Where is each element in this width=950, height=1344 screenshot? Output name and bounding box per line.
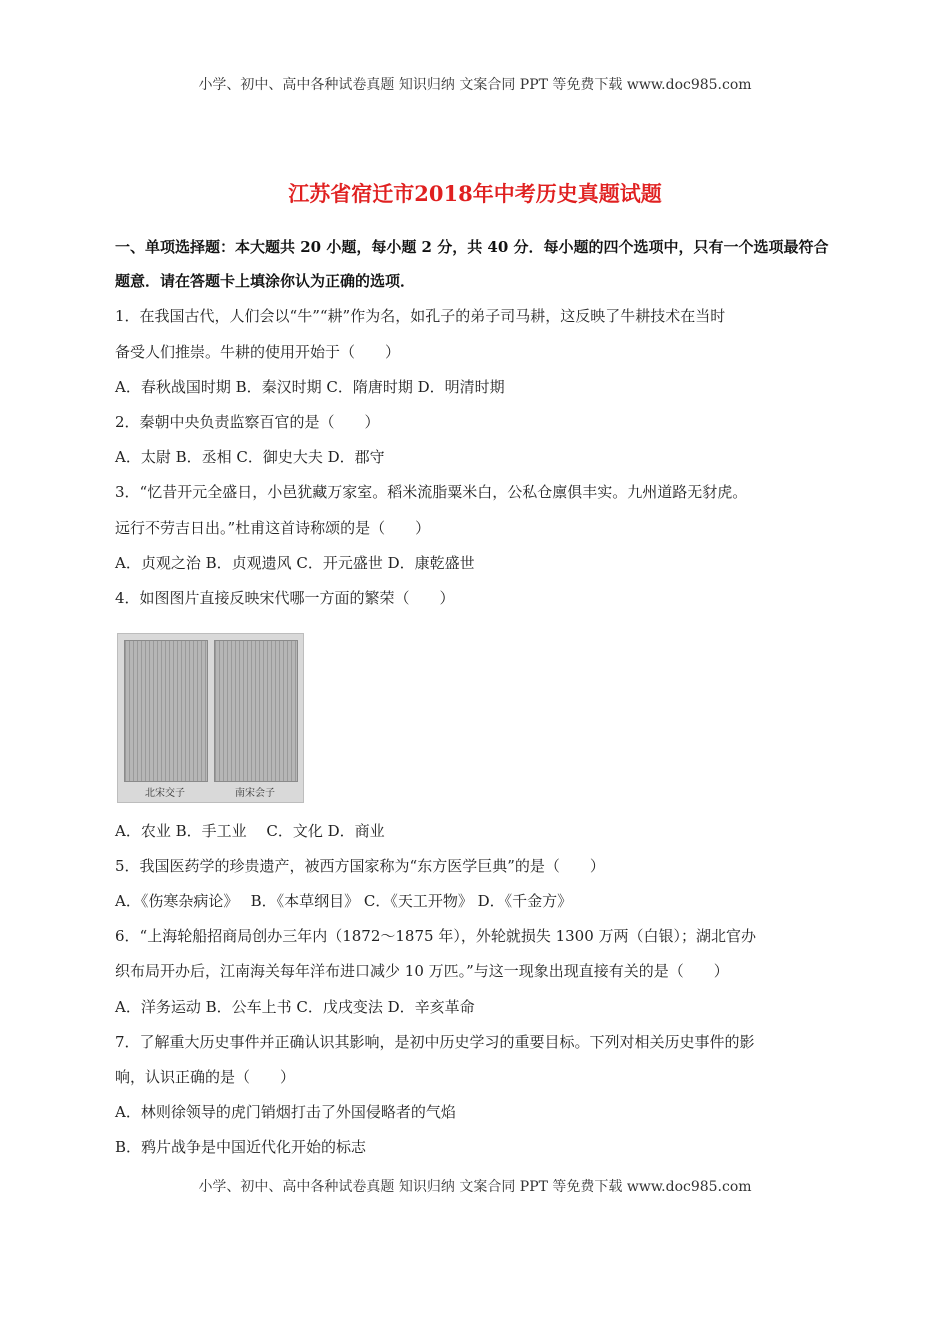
question-line: 响，认识正确的是（ ） (115, 1068, 296, 1086)
option-line: A．《伤寒杂病论》 B．《本草纲目》 C．《天工开物》 D．《千金方》 (115, 892, 573, 910)
question-line: 4．如图图片直接反映宋代哪一方面的繁荣（ ） (115, 589, 455, 607)
question-line: 远行不劳吉日出。”杜甫这首诗称颂的是（ ） (115, 519, 431, 537)
option-line: A．林则徐领导的虎门销烟打击了外国侵略者的气焰 (115, 1103, 456, 1121)
question-line: 织布局开办后，江南海关每年洋布进口减少 10 万匹。”与这一现象出现直接有关的是（ ） (115, 962, 729, 980)
question-line: 7．了解重大历史事件并正确认识其影响，是初中历史学习的重要目标。下列对相关历史事件的影 (115, 1033, 755, 1051)
jiaozi-image (124, 640, 208, 782)
figure-caption-right: 南宋会子 (235, 788, 275, 799)
question-line: 3．“忆昔开元全盛日，小邑犹藏万家室。稻米流脂粟米白，公私仓廪俱丰实。九州道路无豺虎。 (115, 483, 748, 501)
option-line: A．太尉 B．丞相 C．御史大夫 D．郡守 (115, 448, 385, 466)
banknote-figure (117, 633, 304, 803)
question-line: 2．秦朝中央负责监察百官的是（ ） (115, 413, 380, 431)
question-line: 5．我国医药学的珍贵遗产，被西方国家称为“东方医学巨典”的是（ ） (115, 857, 605, 875)
question-line: 6．“上海轮船招商局创办三年内（1872～1875 年），外轮就损失 1300 万两（白银）；湖北官办 (115, 927, 757, 945)
option-line: A．春秋战国时期 B．秦汉时期 C．隋唐时期 D．明清时期 (115, 378, 505, 396)
option-line: B．鸦片战争是中国近代化开始的标志 (115, 1138, 367, 1156)
section-instructions: 一、单项选择题：本大题共 20 小题，每小题 2 分，共 40 分．每小题的四个选项中，只有一个选项最符合题意．请在答题卡上填涂你认为正确的选项． (115, 238, 829, 290)
option-line: A．贞观之治 B．贞观遗风 C．开元盛世 D．康乾盛世 (115, 554, 475, 572)
option-line: A．农业 B．手工业 C．文化 D．商业 (115, 822, 385, 840)
huizi-image (214, 640, 298, 782)
question-line: 1．在我国古代，人们会以“牛”“耕”作为名，如孔子的弟子司马耕，这反映了牛耕技术在当时 (115, 307, 726, 325)
page-header: 小学、初中、高中各种试卷真题 知识归纳 文案合同 PPT 等免费下载 www.doc985.com (198, 77, 752, 93)
question-line: 备受人们推崇。牛耕的使用开始于（ ） (115, 343, 401, 361)
page-footer: 小学、初中、高中各种试卷真题 知识归纳 文案合同 PPT 等免费下载 www.doc985.com (198, 1179, 752, 1195)
option-line: A．洋务运动 B．公车上书 C．戊戌变法 D．辛亥革命 (115, 998, 475, 1016)
page-title: 江苏省宿迁市2018年中考历史真题试题 (288, 181, 662, 206)
figure-caption-left: 北宋交子 (145, 788, 185, 799)
